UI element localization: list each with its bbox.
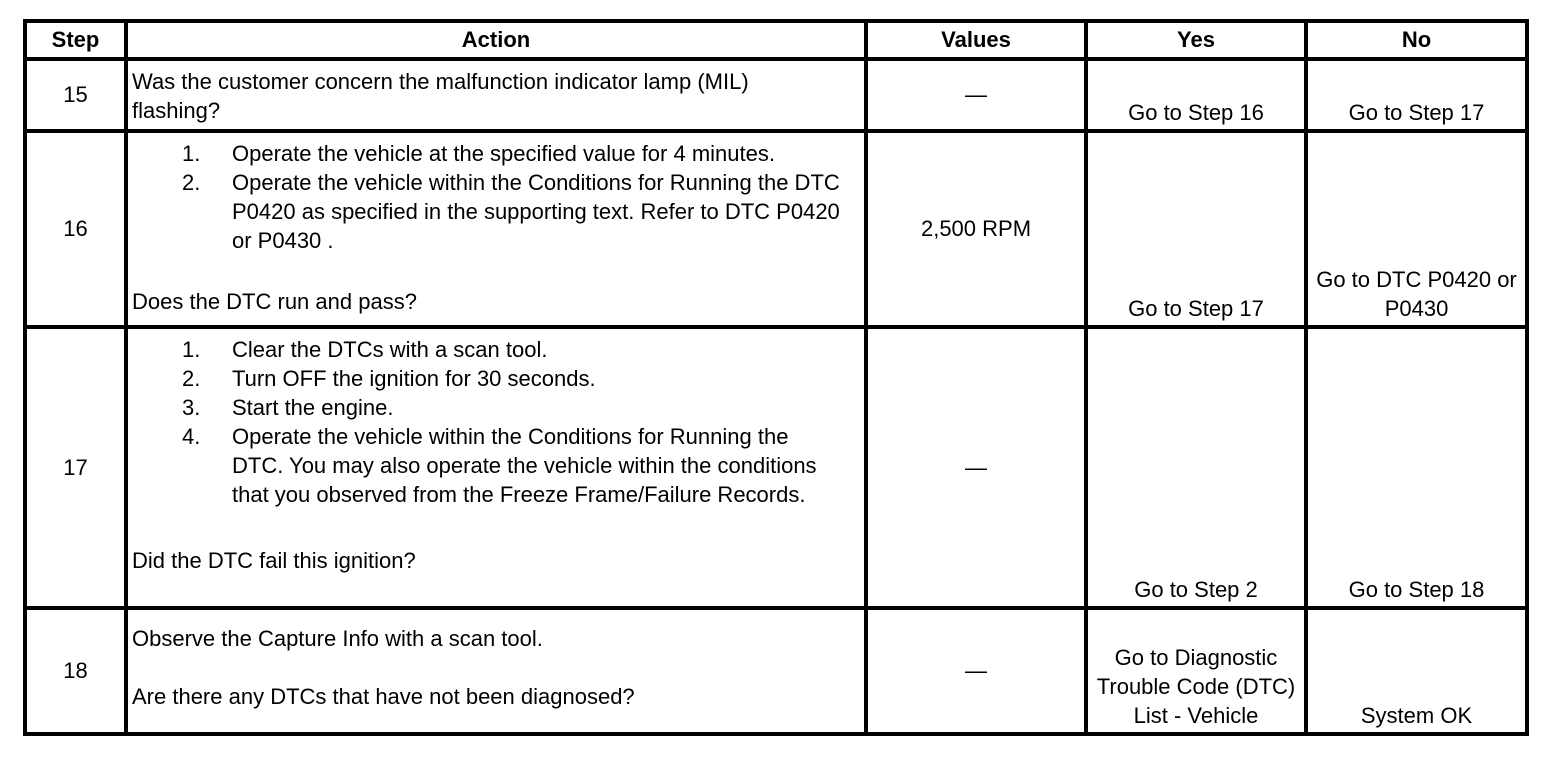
yes-link[interactable]: Go to Step 2	[1086, 327, 1306, 608]
procedure-list	[132, 335, 860, 509]
table-row-16	[25, 131, 1527, 327]
step-number: 18	[25, 608, 126, 734]
values-cell: —	[866, 608, 1086, 734]
header-row	[25, 21, 1527, 59]
values-cell: —	[866, 59, 1086, 131]
values-cell: 2,500 RPM	[866, 131, 1086, 327]
list-item: 3. Start the engine.	[182, 395, 394, 420]
step-number: 17	[25, 327, 126, 608]
table-row-18	[25, 608, 1527, 734]
values-cell: —	[866, 327, 1086, 608]
list-item: 2. Turn OFF the ignition for 30 seconds.	[182, 366, 596, 391]
yes-link[interactable]: Go to Diagnostic Trouble Code (DTC) List - Vehicle	[1086, 608, 1306, 734]
list-item: 2. Operate the vehicle within the Conditions for Running the DTC P0420 as specified in the supporting text. Refer to DTC P0420 or P0430 .	[182, 170, 840, 253]
header-values: Values	[866, 21, 1086, 59]
step-number: 16	[25, 131, 126, 327]
step-number: 15	[25, 59, 126, 131]
header-no: No	[1306, 21, 1527, 59]
action-text: Was the customer concern the malfunction indicator lamp (MIL) flashing?	[132, 69, 749, 123]
question-text: Does the DTC run and pass?	[132, 289, 417, 314]
no-link[interactable]: Go to Step 17	[1306, 59, 1527, 131]
table-row-15	[25, 59, 1527, 131]
diagnostic-table	[23, 19, 1529, 736]
no-link[interactable]: System OK	[1306, 608, 1527, 734]
list-item: 4. Operate the vehicle within the Conditions for Running the DTC. You may also operate the vehicle within the conditions that you observed from the Freeze Frame/Failure Records.	[182, 424, 817, 507]
action-cell	[126, 608, 866, 734]
procedure-list	[132, 139, 860, 255]
table-row-17	[25, 327, 1527, 608]
header-step: Step	[25, 21, 126, 59]
action-text: Observe the Capture Info with a scan tool.	[132, 626, 543, 651]
action-cell	[126, 327, 866, 608]
yes-link[interactable]: Go to Step 16	[1086, 59, 1306, 131]
action-cell	[126, 131, 866, 327]
yes-link[interactable]: Go to Step 17	[1086, 131, 1306, 327]
header-action: Action	[126, 21, 866, 59]
list-item: 1. Operate the vehicle at the specified value for 4 minutes.	[182, 141, 775, 166]
question-text: Are there any DTCs that have not been diagnosed?	[132, 684, 635, 709]
list-item: 1. Clear the DTCs with a scan tool.	[182, 337, 548, 362]
header-yes: Yes	[1086, 21, 1306, 59]
no-link[interactable]: Go to DTC P0420 or P0430	[1306, 131, 1527, 327]
action-cell	[126, 59, 866, 131]
no-link[interactable]: Go to Step 18	[1306, 327, 1527, 608]
question-text: Did the DTC fail this ignition?	[132, 548, 416, 573]
